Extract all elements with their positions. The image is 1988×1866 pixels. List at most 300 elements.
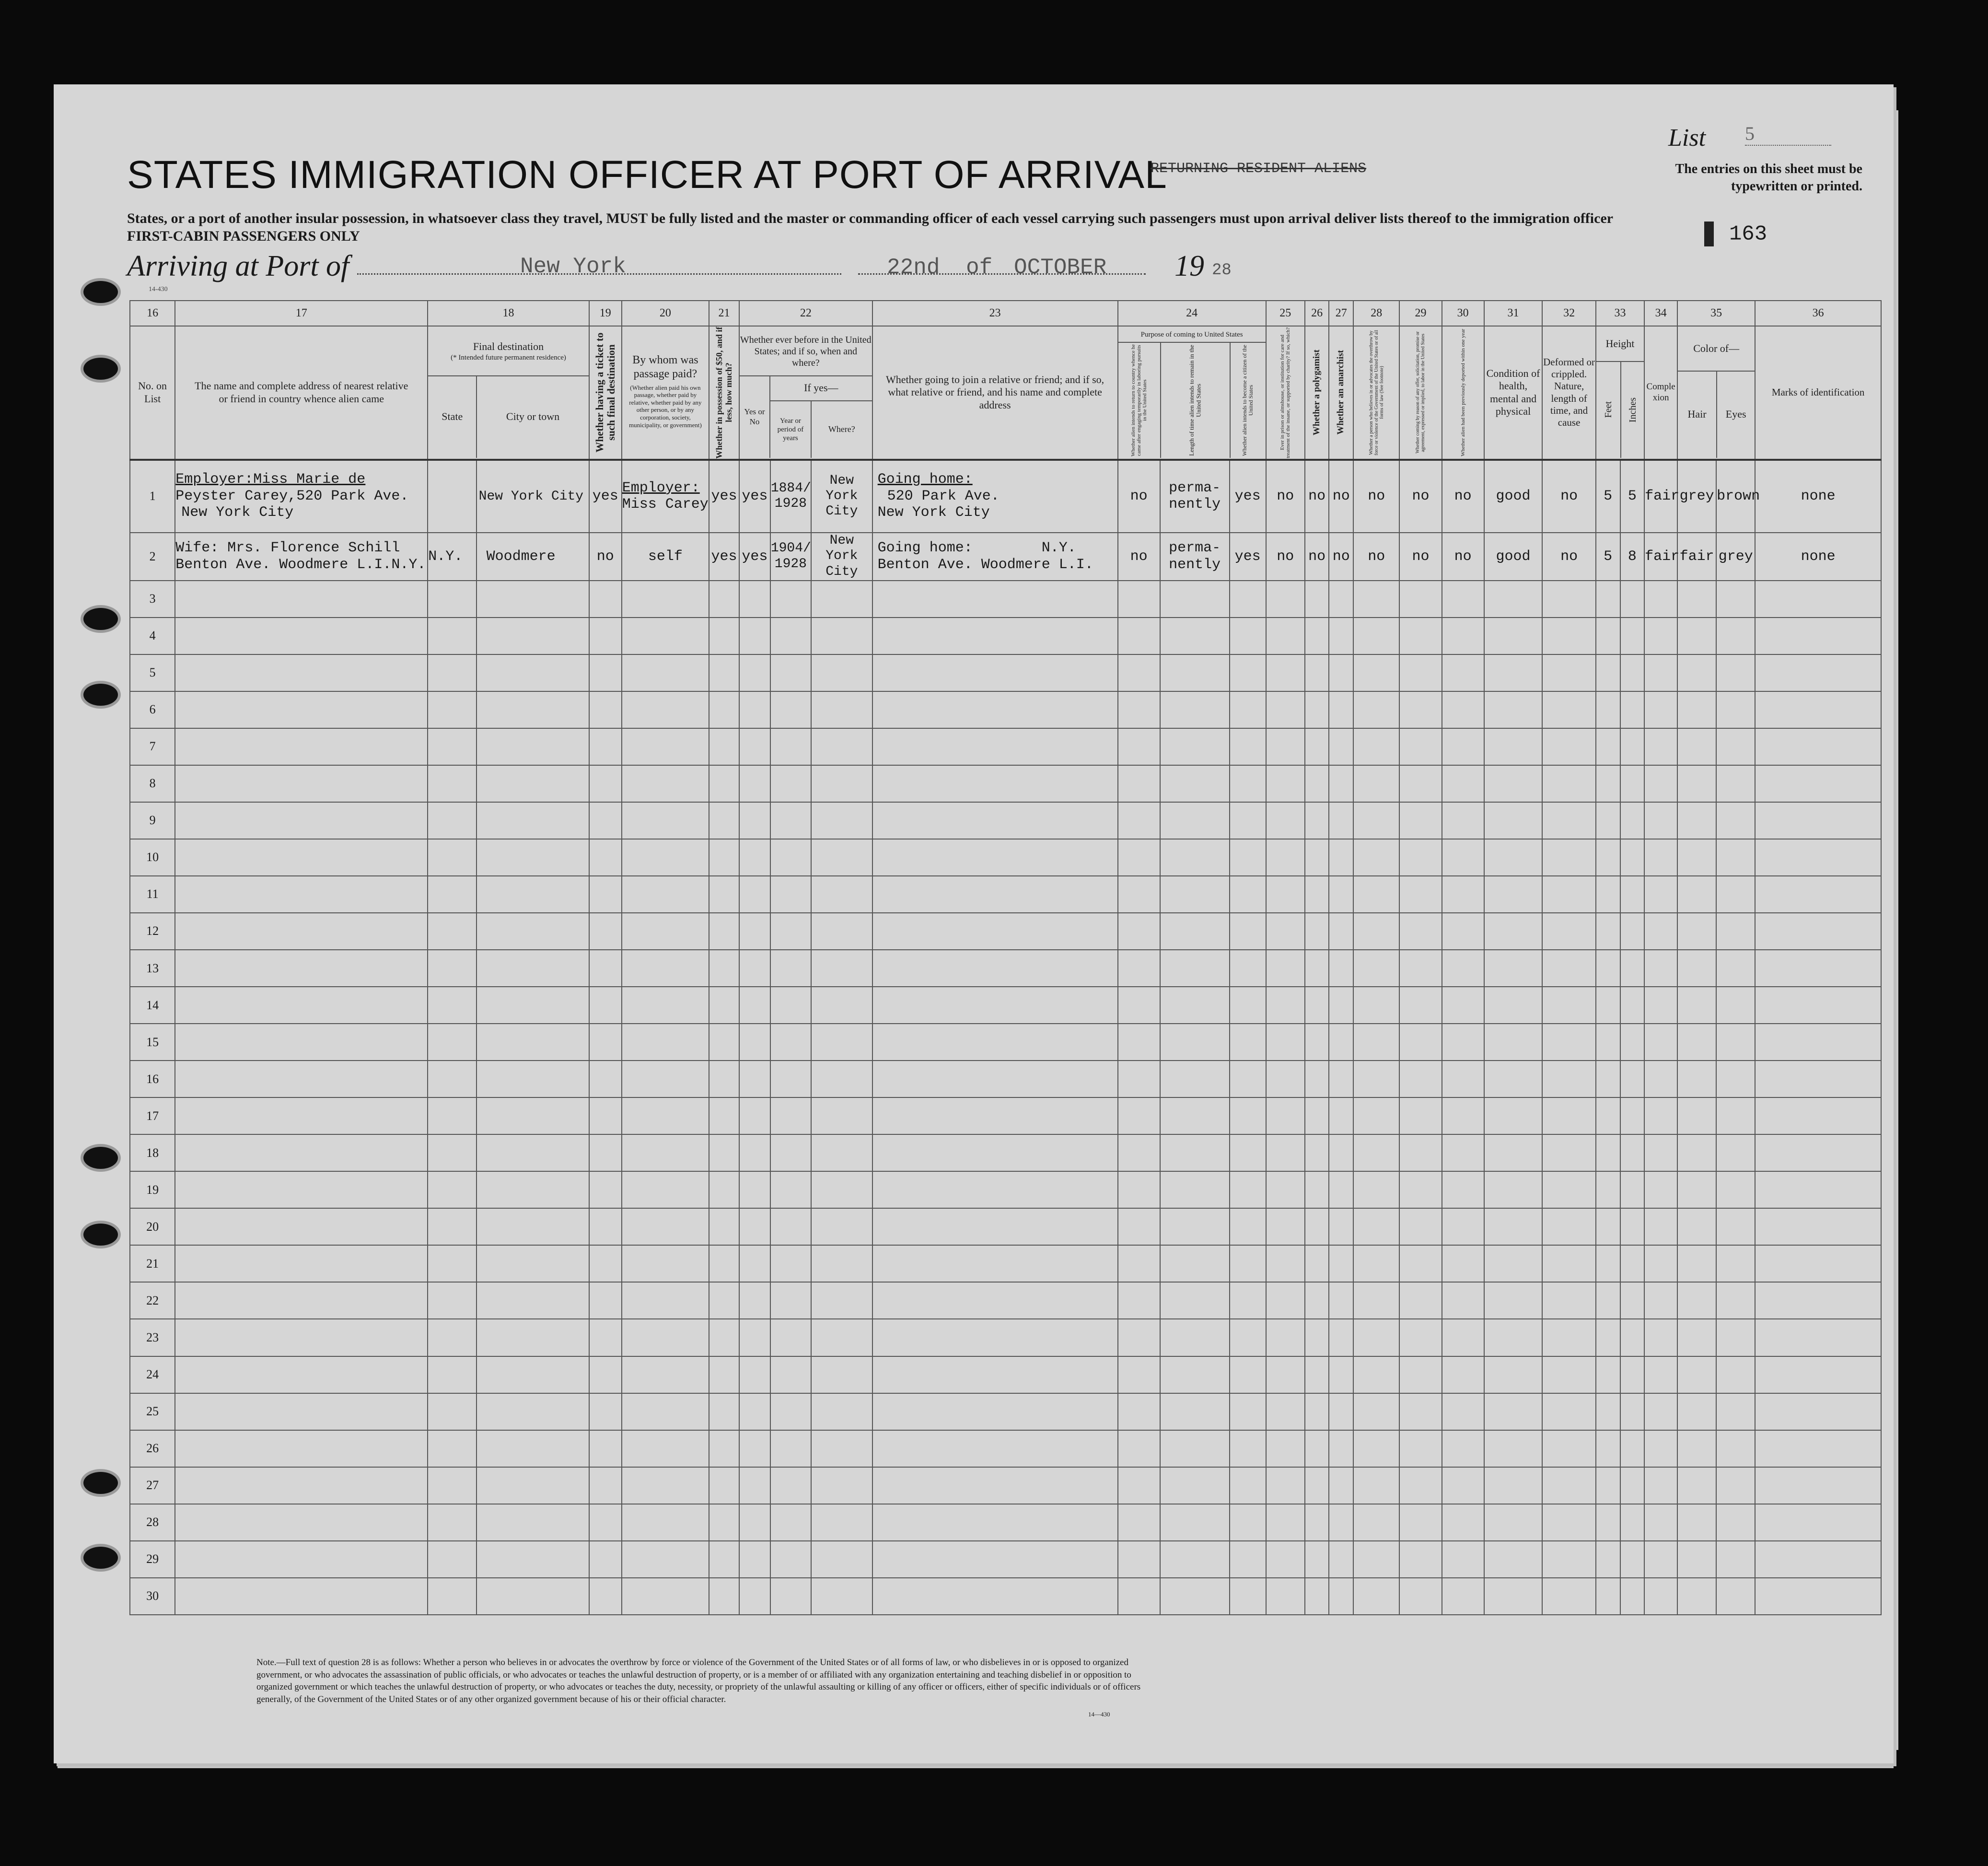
empty-cell bbox=[1596, 950, 1620, 987]
empty-cell bbox=[1542, 654, 1595, 691]
empty-cell bbox=[1644, 987, 1677, 1024]
empty-cell bbox=[1677, 728, 1716, 765]
column-header-row bbox=[130, 326, 1881, 460]
empty-cell bbox=[1399, 1134, 1442, 1171]
table-row bbox=[130, 802, 1881, 839]
empty-cell bbox=[709, 1171, 739, 1208]
header-contract bbox=[1399, 326, 1442, 460]
empty-cell bbox=[1353, 1171, 1399, 1208]
row-number: 9 bbox=[130, 802, 175, 839]
empty-cell bbox=[1542, 1061, 1595, 1097]
empty-cell bbox=[709, 691, 739, 728]
table-row bbox=[130, 581, 1881, 618]
empty-cell bbox=[1596, 691, 1620, 728]
header-relative-text: The name and complete address of nearest relative or friend in country whence alien came bbox=[195, 380, 408, 405]
header-money bbox=[709, 326, 739, 460]
empty-cell bbox=[1399, 913, 1442, 950]
empty-cell bbox=[622, 1061, 709, 1097]
empty-cell bbox=[1644, 1504, 1677, 1541]
header-health bbox=[1484, 326, 1543, 460]
empty-cell bbox=[1644, 618, 1677, 654]
purpose-c-cell: yes bbox=[1230, 533, 1266, 581]
empty-cell bbox=[1353, 1208, 1399, 1245]
empty-cell bbox=[1399, 728, 1442, 765]
relative-line-1: Employer:Miss Marie de bbox=[175, 471, 366, 488]
empty-cell bbox=[1230, 1208, 1266, 1245]
empty-cell bbox=[709, 802, 739, 839]
empty-cell bbox=[1442, 1541, 1484, 1578]
table-row bbox=[130, 1319, 1881, 1356]
empty-cell bbox=[811, 1024, 872, 1061]
empty-cell bbox=[589, 802, 622, 839]
empty-cell bbox=[811, 1282, 872, 1319]
empty-cell bbox=[1677, 1208, 1716, 1245]
empty-cell bbox=[1442, 1467, 1484, 1504]
empty-cell bbox=[770, 1578, 811, 1615]
empty-cell bbox=[622, 1356, 709, 1393]
empty-cell bbox=[1596, 839, 1620, 876]
empty-cell bbox=[1620, 839, 1645, 876]
empty-cell bbox=[1118, 765, 1160, 802]
health-cell: good bbox=[1484, 460, 1543, 533]
empty-cell bbox=[739, 581, 770, 618]
header-inches: Inches bbox=[1627, 397, 1638, 422]
empty-cell bbox=[477, 1467, 589, 1504]
empty-cell bbox=[428, 1282, 476, 1319]
empty-cell bbox=[1305, 1578, 1329, 1615]
empty-cell bbox=[709, 1504, 739, 1541]
empty-cell bbox=[1620, 654, 1645, 691]
table-row bbox=[130, 1356, 1881, 1393]
empty-cell bbox=[477, 1171, 589, 1208]
empty-cell bbox=[477, 691, 589, 728]
empty-cell bbox=[1542, 1467, 1595, 1504]
empty-cell bbox=[1596, 1134, 1620, 1171]
empty-cell bbox=[1305, 1245, 1329, 1282]
row-number: 11 bbox=[130, 876, 175, 913]
empty-cell bbox=[1305, 1393, 1329, 1430]
empty-cell bbox=[1230, 913, 1266, 950]
empty-cell bbox=[1353, 618, 1399, 654]
empty-cell bbox=[1677, 1282, 1716, 1319]
empty-cell bbox=[477, 913, 589, 950]
empty-cell bbox=[1160, 1245, 1230, 1282]
empty-cell bbox=[1329, 1504, 1353, 1541]
empty-cell bbox=[622, 691, 709, 728]
empty-cell bbox=[1484, 581, 1543, 618]
empty-cell bbox=[1442, 765, 1484, 802]
empty-cell bbox=[428, 802, 476, 839]
empty-cell bbox=[1266, 839, 1305, 876]
empty-cell bbox=[1620, 802, 1645, 839]
hair-cell: grey bbox=[1677, 460, 1716, 533]
empty-cell bbox=[589, 1282, 622, 1319]
empty-cell bbox=[175, 728, 428, 765]
row-number: 15 bbox=[130, 1024, 175, 1061]
row-number: 10 bbox=[130, 839, 175, 876]
header-deported bbox=[1442, 326, 1484, 460]
empty-cell bbox=[1716, 1208, 1755, 1245]
table-row bbox=[130, 1208, 1881, 1245]
empty-cell bbox=[1542, 728, 1595, 765]
empty-cell bbox=[1596, 581, 1620, 618]
empty-cell bbox=[1442, 1171, 1484, 1208]
empty-cell bbox=[1620, 987, 1645, 1024]
empty-cell bbox=[1677, 1430, 1716, 1467]
empty-cell bbox=[1305, 950, 1329, 987]
empty-cell bbox=[1677, 654, 1716, 691]
empty-cell bbox=[175, 581, 428, 618]
empty-cell bbox=[1542, 1024, 1595, 1061]
empty-cell bbox=[1353, 1430, 1399, 1467]
empty-cell bbox=[1230, 1282, 1266, 1319]
empty-cell bbox=[1542, 1578, 1595, 1615]
col-num: 35 bbox=[1677, 301, 1755, 326]
empty-cell bbox=[1305, 1430, 1329, 1467]
empty-cell bbox=[1160, 1467, 1230, 1504]
empty-cell bbox=[1644, 1467, 1677, 1504]
empty-cell bbox=[1596, 1578, 1620, 1615]
empty-cell bbox=[1353, 913, 1399, 950]
complexion-cell: fair bbox=[1644, 533, 1677, 581]
empty-cell bbox=[622, 950, 709, 987]
empty-cell bbox=[1644, 1578, 1677, 1615]
row-number: 7 bbox=[130, 728, 175, 765]
empty-cell bbox=[1716, 1319, 1755, 1356]
empty-cell bbox=[709, 728, 739, 765]
table-row bbox=[130, 1467, 1881, 1504]
empty-cell bbox=[1596, 1467, 1620, 1504]
empty-cell bbox=[811, 1356, 872, 1393]
empty-cell bbox=[1399, 1578, 1442, 1615]
col-num: 18 bbox=[428, 301, 589, 326]
empty-cell bbox=[1160, 1541, 1230, 1578]
empty-cell bbox=[1399, 802, 1442, 839]
binder-hole bbox=[81, 605, 121, 633]
subheading-line-1: States, or a port of another insular possession, in whatsoever class they travel, MUST be fully listed and the master or commanding officer of each vessel carrying such passengers must upon arrival deliver lists thereof to the immigration officer bbox=[127, 210, 1614, 226]
empty-cell bbox=[1266, 1134, 1305, 1171]
purpose-subheaders bbox=[1118, 343, 1266, 458]
empty-cell bbox=[1716, 1024, 1755, 1061]
empty-cell bbox=[1620, 1356, 1645, 1393]
empty-cell bbox=[1484, 839, 1543, 876]
empty-cell bbox=[1160, 1504, 1230, 1541]
empty-cell bbox=[1620, 1504, 1645, 1541]
empty-cell bbox=[811, 1319, 872, 1356]
empty-cell bbox=[709, 1467, 739, 1504]
empty-cell bbox=[811, 802, 872, 839]
empty-cell bbox=[428, 987, 476, 1024]
empty-cell bbox=[1329, 654, 1353, 691]
empty-cell bbox=[1620, 1430, 1645, 1467]
empty-cell bbox=[739, 987, 770, 1024]
empty-cell bbox=[1644, 654, 1677, 691]
empty-cell bbox=[1755, 1467, 1881, 1504]
empty-cell bbox=[770, 618, 811, 654]
empty-cell bbox=[1329, 728, 1353, 765]
empty-cell bbox=[739, 1171, 770, 1208]
empty-cell bbox=[1542, 1097, 1595, 1134]
empty-cell bbox=[1329, 1356, 1353, 1393]
empty-cell bbox=[1677, 839, 1716, 876]
if-yes-group bbox=[770, 376, 872, 458]
prison-cell: no bbox=[1266, 533, 1305, 581]
empty-cell bbox=[1716, 876, 1755, 913]
empty-cell bbox=[1442, 1430, 1484, 1467]
empty-cell bbox=[1118, 987, 1160, 1024]
empty-cell bbox=[1266, 581, 1305, 618]
empty-cell bbox=[428, 1578, 476, 1615]
empty-cell bbox=[589, 1504, 622, 1541]
purpose-a-cell: no bbox=[1118, 533, 1160, 581]
empty-cell bbox=[1755, 987, 1881, 1024]
empty-cell bbox=[1716, 618, 1755, 654]
empty-cell bbox=[1442, 987, 1484, 1024]
empty-cell bbox=[1677, 1097, 1716, 1134]
row-number: 24 bbox=[130, 1356, 175, 1393]
empty-cell bbox=[1399, 654, 1442, 691]
empty-cell bbox=[589, 1024, 622, 1061]
table-row bbox=[130, 691, 1881, 728]
year-suffix: 28 bbox=[1212, 261, 1232, 280]
table-row bbox=[130, 728, 1881, 765]
empty-cell bbox=[1755, 913, 1881, 950]
empty-cell bbox=[1755, 876, 1881, 913]
empty-cell bbox=[1644, 1208, 1677, 1245]
empty-cell bbox=[1716, 839, 1755, 876]
empty-cell bbox=[1118, 950, 1160, 987]
empty-cell bbox=[1716, 1393, 1755, 1430]
empty-cell bbox=[1329, 618, 1353, 654]
marks-cell: none bbox=[1755, 533, 1881, 581]
joining-line-1: Going home: bbox=[877, 471, 973, 488]
empty-cell bbox=[1266, 618, 1305, 654]
empty-cell bbox=[175, 618, 428, 654]
eyes-cell: grey bbox=[1716, 533, 1755, 581]
empty-cell bbox=[709, 1134, 739, 1171]
empty-cell bbox=[622, 1319, 709, 1356]
empty-cell bbox=[1118, 876, 1160, 913]
sheet-number-value: 163 bbox=[1729, 222, 1767, 246]
empty-cell bbox=[739, 1578, 770, 1615]
empty-cell bbox=[1620, 1097, 1645, 1134]
empty-cell bbox=[428, 618, 476, 654]
empty-cell bbox=[1230, 1061, 1266, 1097]
empty-cell bbox=[1160, 913, 1230, 950]
empty-cell bbox=[622, 581, 709, 618]
empty-cell bbox=[1716, 950, 1755, 987]
empty-cell bbox=[1755, 1245, 1881, 1282]
empty-cell bbox=[1542, 1208, 1595, 1245]
empty-cell bbox=[1118, 1171, 1160, 1208]
empty-cell bbox=[1755, 1504, 1881, 1541]
empty-cell bbox=[1542, 1430, 1595, 1467]
empty-cell bbox=[1755, 1393, 1881, 1430]
before-cell: yes bbox=[739, 533, 770, 581]
empty-cell bbox=[709, 1282, 739, 1319]
header-before bbox=[739, 326, 872, 460]
deformed-cell: no bbox=[1542, 460, 1595, 533]
row-number: 25 bbox=[130, 1393, 175, 1430]
empty-cell bbox=[1305, 654, 1329, 691]
empty-cell bbox=[1353, 1319, 1399, 1356]
empty-cell bbox=[1755, 765, 1881, 802]
header-overthrow bbox=[1353, 326, 1399, 460]
empty-cell bbox=[1266, 1504, 1305, 1541]
empty-cell bbox=[1160, 950, 1230, 987]
empty-cell bbox=[872, 802, 1118, 839]
empty-cell bbox=[1596, 1393, 1620, 1430]
table-row bbox=[130, 460, 1881, 533]
binder-hole bbox=[81, 681, 121, 709]
table-row bbox=[130, 1171, 1881, 1208]
header-color-of bbox=[1677, 326, 1755, 460]
empty-cell bbox=[1755, 1061, 1881, 1097]
header-purpose-b: Length of time alien intends to remain in the United States bbox=[1187, 344, 1202, 456]
empty-cell bbox=[1620, 1541, 1645, 1578]
empty-cell bbox=[709, 1393, 739, 1430]
empty-cell bbox=[1230, 654, 1266, 691]
empty-cell bbox=[709, 1245, 739, 1282]
empty-cell bbox=[739, 1356, 770, 1393]
empty-cell bbox=[1230, 618, 1266, 654]
empty-cell bbox=[1118, 802, 1160, 839]
empty-cell bbox=[1329, 876, 1353, 913]
empty-cell bbox=[1118, 1134, 1160, 1171]
empty-cell bbox=[1230, 1171, 1266, 1208]
empty-cell bbox=[1644, 691, 1677, 728]
empty-cell bbox=[477, 839, 589, 876]
feet-cell bbox=[1596, 362, 1621, 458]
empty-rows bbox=[130, 581, 1881, 1615]
empty-cell bbox=[1644, 950, 1677, 987]
empty-cell bbox=[770, 654, 811, 691]
empty-cell bbox=[1329, 950, 1353, 987]
empty-cell bbox=[872, 1208, 1118, 1245]
empty-cell bbox=[589, 1356, 622, 1393]
empty-cell bbox=[1484, 1356, 1543, 1393]
empty-cell bbox=[1399, 1504, 1442, 1541]
polygamist-cell: no bbox=[1305, 533, 1329, 581]
empty-cell bbox=[1644, 802, 1677, 839]
empty-cell bbox=[770, 1061, 811, 1097]
empty-cell bbox=[1677, 1541, 1716, 1578]
empty-cell bbox=[1677, 765, 1716, 802]
empty-cell bbox=[1305, 1319, 1329, 1356]
list-label: List bbox=[1668, 124, 1706, 152]
purpose-b-cell: perma- nently bbox=[1160, 460, 1230, 533]
money-cell: yes bbox=[709, 533, 739, 581]
empty-cell bbox=[1329, 1393, 1353, 1430]
empty-cell bbox=[175, 1097, 428, 1134]
empty-cell bbox=[428, 1171, 476, 1208]
empty-cell bbox=[1305, 876, 1329, 913]
empty-cell bbox=[739, 1319, 770, 1356]
empty-cell bbox=[709, 1541, 739, 1578]
empty-cell bbox=[589, 1134, 622, 1171]
row-number: 2 bbox=[130, 533, 175, 581]
empty-cell bbox=[428, 1430, 476, 1467]
empty-cell bbox=[739, 1504, 770, 1541]
empty-cell bbox=[1755, 1134, 1881, 1171]
deported-cell: no bbox=[1442, 460, 1484, 533]
empty-cell bbox=[739, 1097, 770, 1134]
empty-cell bbox=[1329, 581, 1353, 618]
empty-cell bbox=[1677, 987, 1716, 1024]
empty-cell bbox=[477, 802, 589, 839]
empty-cell bbox=[1399, 1208, 1442, 1245]
empty-cell bbox=[622, 1430, 709, 1467]
empty-cell bbox=[1677, 1134, 1716, 1171]
complexion-cell: fair bbox=[1644, 460, 1677, 533]
empty-cell bbox=[872, 1578, 1118, 1615]
header-deformed-text: Deformed or crippled. Nature, length of time, and cause bbox=[1543, 356, 1595, 428]
empty-cell bbox=[1305, 1282, 1329, 1319]
empty-cell bbox=[1353, 1504, 1399, 1541]
col-num: 30 bbox=[1442, 301, 1484, 326]
empty-cell bbox=[175, 1578, 428, 1615]
empty-cell bbox=[1230, 950, 1266, 987]
row-number: 23 bbox=[130, 1319, 175, 1356]
empty-cell bbox=[1484, 1097, 1543, 1134]
empty-cell bbox=[1442, 1245, 1484, 1282]
empty-cell bbox=[1620, 1319, 1645, 1356]
empty-cell bbox=[622, 1578, 709, 1615]
empty-cell bbox=[770, 691, 811, 728]
header-purpose bbox=[1118, 326, 1266, 460]
empty-cell bbox=[1118, 691, 1160, 728]
purpose-b-cell: perma- nently bbox=[1160, 533, 1230, 581]
empty-cell bbox=[872, 1097, 1118, 1134]
empty-cell bbox=[1644, 1134, 1677, 1171]
empty-cell bbox=[1596, 913, 1620, 950]
empty-cell bbox=[811, 950, 872, 987]
empty-cell bbox=[709, 618, 739, 654]
empty-cell bbox=[872, 728, 1118, 765]
empty-cell bbox=[739, 1134, 770, 1171]
empty-cell bbox=[175, 1061, 428, 1097]
empty-cell bbox=[1399, 1356, 1442, 1393]
relative-line-3: New York City bbox=[181, 504, 294, 521]
empty-cell bbox=[1677, 1245, 1716, 1282]
empty-cell bbox=[477, 1061, 589, 1097]
empty-cell bbox=[1160, 839, 1230, 876]
empty-cell bbox=[1305, 1467, 1329, 1504]
date-day: 22nd bbox=[887, 255, 940, 280]
empty-cell bbox=[1620, 1467, 1645, 1504]
empty-cell bbox=[739, 802, 770, 839]
empty-cell bbox=[1542, 950, 1595, 987]
empty-cell bbox=[811, 1393, 872, 1430]
footnote-form-code: 14—430 bbox=[1088, 1711, 1110, 1718]
empty-cell bbox=[811, 728, 872, 765]
empty-cell bbox=[622, 913, 709, 950]
table-row bbox=[130, 1245, 1881, 1282]
empty-cell bbox=[1755, 1282, 1881, 1319]
header-joining bbox=[872, 326, 1118, 460]
empty-cell bbox=[477, 1245, 589, 1282]
empty-cell bbox=[770, 876, 811, 913]
empty-cell bbox=[622, 728, 709, 765]
empty-cell bbox=[1118, 1578, 1160, 1615]
row-number: 4 bbox=[130, 618, 175, 654]
manifest-table bbox=[129, 300, 1882, 1615]
empty-cell bbox=[1266, 1430, 1305, 1467]
empty-cell bbox=[1160, 1319, 1230, 1356]
form-code: 14-430 bbox=[149, 286, 168, 293]
empty-cell bbox=[1644, 913, 1677, 950]
empty-cell bbox=[428, 1024, 476, 1061]
